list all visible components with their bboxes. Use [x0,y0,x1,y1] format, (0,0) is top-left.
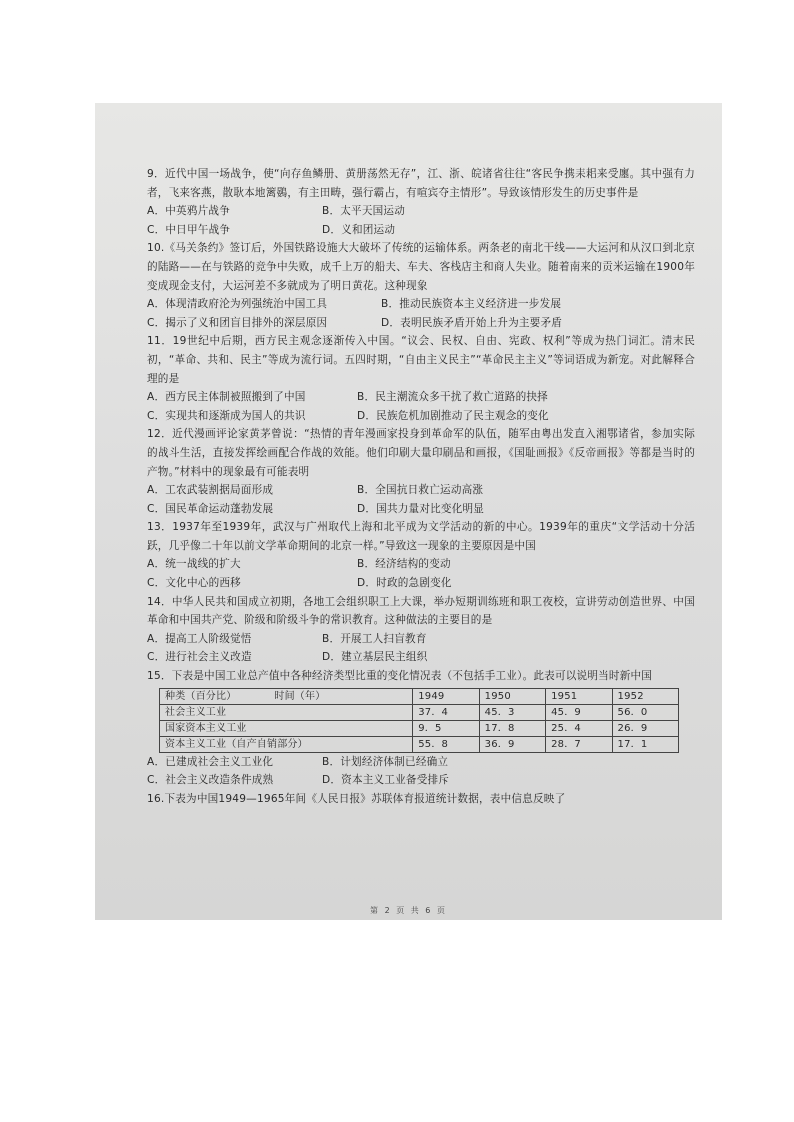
page-number: 第 2 页 共 6 页 [370,906,447,915]
question-11 [147,332,695,425]
option-b: B．推动民族资本主义经济进一步发展 [381,298,562,311]
option-b: B．经济结构的变动 [357,558,451,571]
question-stem: 16.下表为中国1949—1965年间《人民日报》苏联体育报道统计数据，表中信息反映了 [147,792,566,805]
year-cell: 1951 [546,688,612,704]
option-c: C．国民革命运动蓬勃发展 [147,502,274,515]
option-d: D．民族危机加剧推动了民主观念的变化 [357,409,549,422]
question-stem: 14．中华人民共和国成立初期，各地工会组织职工上大课，举办短期训练班和职工夜校，宣讲劳动创造世界、中国革命和中国共产党、阶级和阶级斗争的常识教育。这种做法的主要目的是 [147,595,695,627]
table-row [160,736,679,752]
question-9 [147,165,695,239]
option-d: D．资本主义工业备受排斥 [322,774,450,787]
option-b: B．太平天国运动 [322,205,406,218]
option-a: A．提高工人阶级觉悟 [147,632,252,645]
value-cell: 26．9 [612,720,678,736]
value-cell: 56．0 [612,704,678,720]
table-row [160,704,679,720]
question-stem: 15．下表是中国工业总产值中各种经济类型比重的变化情况表（不包括手工业）。此表可以说明当时新中国 [147,670,653,683]
industry-share-table [159,688,679,753]
option-c: C．揭示了义和团盲目排外的深层原因 [147,316,328,329]
option-a: A．中英鸦片战争 [147,205,231,218]
value-cell: 55．8 [413,736,479,752]
question-stem: 11．19世纪中后期，西方民主观念逐渐传入中国。“议会、民权、自由、宪政、权利”等成为热门词汇。清末民初，“革命、共和、民主”等成为流行词。五四时期，“自由主义民主”“革命民主主义”等词语成为新宠。对此解释合理的是 [147,335,695,385]
option-d: D．时政的急剧变化 [357,577,452,590]
value-cell: 25．4 [546,720,612,736]
option-d: D．建立基层民主组织 [322,651,428,664]
value-cell: 17．8 [479,720,545,736]
exam-sheet [147,165,695,808]
value-cell: 9．5 [413,720,479,736]
question-16 [147,790,695,809]
question-10 [147,239,695,332]
option-b: B．开展工人扫盲教育 [322,632,427,645]
header-cell [160,688,413,704]
table-header-row [160,688,679,704]
value-cell: 37．4 [413,704,479,720]
value-cell: 45．3 [479,704,545,720]
option-a: A．西方民主体制被照搬到了中国 [147,391,306,404]
year-cell: 1952 [612,688,678,704]
option-c: C．进行社会主义改造 [147,651,252,664]
option-b: B．计划经济体制已经确立 [322,755,449,768]
question-stem: 9．近代中国一场战争，使“向存鱼鳞册、黄册荡然无存”，江、浙、皖诸省往往“客民争携耒耜来受廛。其中强有力者，飞来客燕，散耿本地篱鷃，有主田畴，强行霸占，有喧宾夺主情形”。导致该情形发生的历史事件是 [147,168,695,199]
question-12 [147,425,695,518]
header-kind: 种类（百分比） [165,690,237,702]
year-cell: 1949 [413,688,479,704]
option-c: C．社会主义改造条件成熟 [147,774,274,787]
question-stem: 10.《马关条约》签订后，外国铁路设施大大破坏了传统的运输体系。两条老的南北干线——大运河和从汉口到北京的陆路——在与铁路的竞争中失败，成千上万的船夫、车夫、客栈店主和商人失业。随着南来的贡米运输在1900年变成现金支付，大运河差不多就成为了明日黄花。这种现象 [147,242,695,292]
option-b: B．民主潮流众多干扰了救亡道路的抉择 [357,391,548,404]
question-stem: 13．1937年至1939年，武汉与广州取代上海和北平成为文学活动的新的中心。1939年的重庆“文学活动十分活跃，几乎像二十年以前文学革命期间的北京一样。”导致这一现象的主要原因是中国 [147,521,695,552]
photographed-page [95,103,722,920]
year-cell: 1950 [479,688,545,704]
table-row [160,720,679,736]
row-label: 社会主义工业 [160,704,413,720]
value-cell: 28．7 [546,736,612,752]
value-cell: 45．9 [546,704,612,720]
option-c: C．文化中心的西移 [147,577,241,590]
row-label: 资本主义工业（自产自销部分） [160,736,413,752]
option-b: B．全国抗日救亡运动高涨 [357,484,484,497]
option-d: D．国共力量对比变化明显 [357,502,485,515]
row-label: 国家资本主义工业 [160,720,413,736]
question-13 [147,518,695,592]
question-stem: 12．近代漫画评论家黄茅曾说：“热情的青年漫画家投身到革命军的队伍，随军由粤出发直入湘鄂诸省，参加实际的战斗生活，直接发挥绘画配合作战的效能。他们印刷大量印刷品和画报，《国耻画报》《反帝画报》等都是当时的产物。”材料中的现象最有可能表明 [147,428,695,478]
option-d: D．义和团运动 [322,223,396,236]
value-cell: 17．1 [612,736,678,752]
header-time: 时间（年） [274,690,326,702]
question-14 [147,593,695,667]
option-a: A．统一战线的扩大 [147,558,241,571]
value-cell: 36．9 [479,736,545,752]
option-a: A．体现清政府沦为列强统治中国工具 [147,298,328,311]
option-c: C．实现共和逐渐成为国人的共识 [147,409,306,422]
option-c: C．中日甲午战争 [147,223,231,236]
option-a: A．工农武装割据局面形成 [147,484,274,497]
option-a: A．已建成社会主义工业化 [147,755,274,768]
question-15 [147,667,695,790]
option-d: D．表明民族矛盾开始上升为主要矛盾 [381,316,563,329]
